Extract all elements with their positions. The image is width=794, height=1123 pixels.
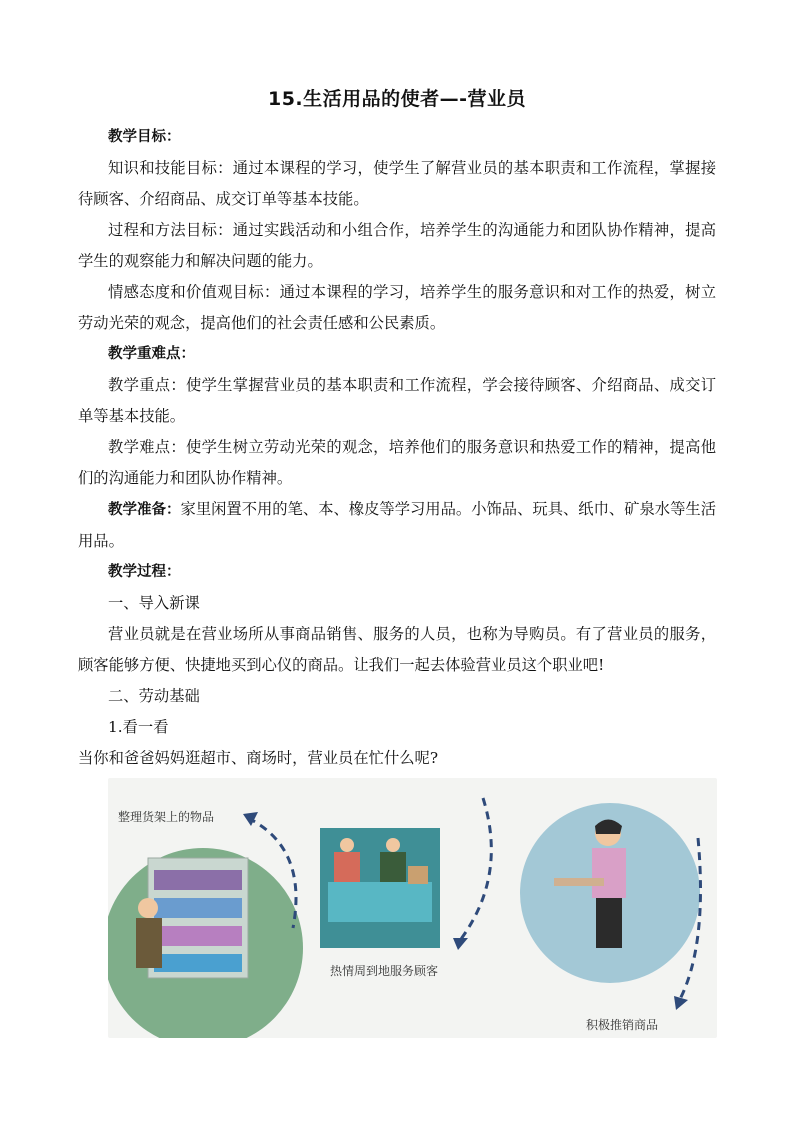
- step-look: 1.看一看: [108, 718, 169, 736]
- key-points-heading: 教学重难点：: [108, 346, 195, 362]
- key-point: 教学重点：使学生掌握营业员的基本职责和工作流程，学会接待顾客、介绍商品、成交订单等基本技能。: [78, 376, 716, 425]
- worker-body-icon: [136, 918, 162, 968]
- clerk-head-icon: [340, 838, 354, 852]
- clerk-body-icon: [334, 852, 360, 882]
- label-promote-goods: 积极推销商品: [586, 1018, 659, 1032]
- shop-assistant-illustration: [108, 778, 717, 1038]
- goals-heading: 教学目标：: [108, 129, 181, 145]
- lesson-title: 15.生活用品的使者—-营业员: [267, 88, 527, 110]
- worker-head-icon: [138, 898, 158, 918]
- arrow-head-icon: [243, 812, 258, 826]
- step-labor-basics: 二、劳动基础: [108, 687, 200, 705]
- tray-icon: [554, 878, 604, 886]
- difficult-point: 教学难点：使学生树立劳动光荣的观念，培养他们的服务意识和热爱工作的精神，提高他们的沟通能力和团队协作精神。: [78, 438, 716, 487]
- shelf-row: [154, 926, 242, 946]
- promoter-skirt-icon: [596, 898, 622, 948]
- promoter-shirt-icon: [592, 848, 626, 898]
- customer-head-icon: [386, 838, 400, 852]
- preparation-paragraph: [78, 494, 716, 557]
- shelf-row: [154, 870, 242, 890]
- arrow-icon: [458, 798, 491, 943]
- prep-text: 家里闲置不用的笔、本、橡皮等学习用品。小饰品、玩具、纸巾、矿泉水等生活用品。: [78, 500, 716, 550]
- shelf-row: [154, 898, 242, 918]
- introduction-text: 营业员就是在营业场所从事商品销售、服务的人员，也称为导购员。有了营业员的服务，顾客能够方便、快捷地买到心仪的商品。让我们一起去体验营业员这个职业吧!: [78, 625, 716, 674]
- look-question: 当你和爸爸妈妈逛超市、商场时，营业员在忙什么呢?: [78, 749, 439, 767]
- process-heading: 教学过程：: [108, 564, 181, 580]
- arrow-head-icon: [453, 938, 468, 950]
- lesson-content: [78, 122, 716, 774]
- label-arrange-shelves: 整理货架上的物品: [118, 810, 215, 824]
- prep-heading: 教学准备：: [108, 502, 181, 518]
- arrow-head-icon: [674, 996, 688, 1010]
- bag-icon: [408, 866, 428, 884]
- goal-process: 过程和方法目标：通过实践活动和小组合作，培养学生的沟通能力和团队协作精神，提高学生的观察能力和解决问题的能力。: [78, 221, 716, 270]
- goal-knowledge: 知识和技能目标：通过本课程的学习，使学生了解营业员的基本职责和工作流程，掌握接待顾客、介绍商品、成交订单等基本技能。: [78, 159, 716, 208]
- step-introduction: 一、导入新课: [108, 594, 200, 612]
- counter-desk: [328, 882, 432, 922]
- shelf-row: [154, 954, 242, 972]
- label-serve-customers: 热情周到地服务顾客: [330, 964, 439, 978]
- goal-emotion: 情感态度和价值观目标：通过本课程的学习，培养学生的服务意识和对工作的热爱，树立劳动光荣的观念，提高他们的社会责任感和公民素质。: [78, 283, 716, 332]
